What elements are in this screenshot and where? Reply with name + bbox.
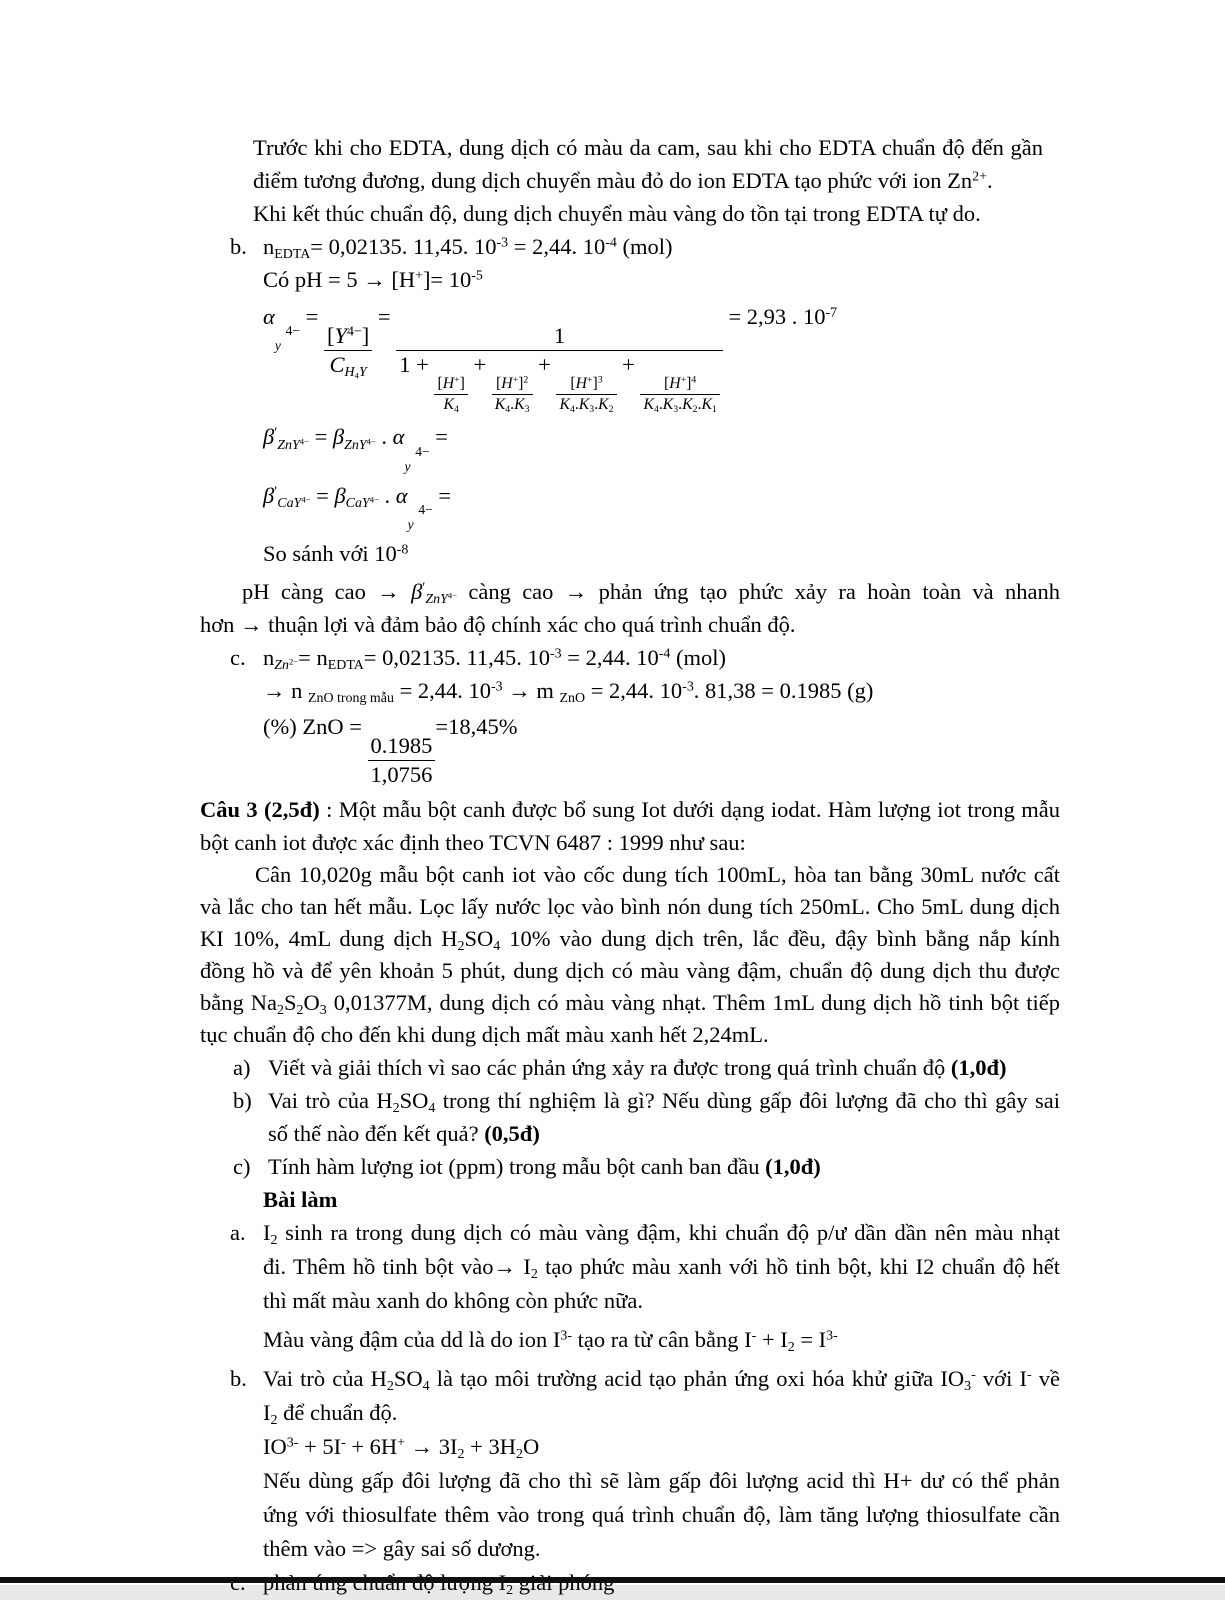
item-body xyxy=(263,1362,1060,1566)
text-line: và lắc cho tan hết mẫu. Lọc lấy nước lọc vào bình nón dung tích 250mL. Cho 5mL dung dịch xyxy=(200,894,1060,920)
question-item-a xyxy=(200,1051,1060,1084)
answer-line: đi. Thêm hồ tinh bột vào→ I2 tạo phức màu xanh với hồ tinh bột, khi I2 chuẩn độ hết xyxy=(263,1254,1060,1283)
list-marker: c) xyxy=(233,1154,251,1180)
question-line: Tính hàm lượng iot (ppm) trong mẫu bột canh ban đầu (1,0đ) xyxy=(268,1154,821,1180)
text-line: Khi kết thúc chuẩn độ, dung dịch chuyển màu vàng do tồn tại trong EDTA tự do. xyxy=(253,201,981,226)
item-body xyxy=(263,1216,1060,1357)
n-zn-line: nZn$^{2-}$= nEDTA= 0,02135. 11,45. $10^{-3} = 2,44$. $10^{-4}$ (mol) xyxy=(263,644,726,673)
text-line: pH càng cao → β′ZnY$^{4-}$ càng cao → phản ứng tạo phức xảy ra hoàn toàn và nhanh xyxy=(242,578,1060,607)
list-marker: c. xyxy=(230,644,246,670)
text-line: đồng hồ và để yên khoản 5 phút, dung dịch có màu vàng đậm, chuẩn độ dung dịch thu được xyxy=(200,958,1060,984)
text-line: Trước khi cho EDTA, dung dịch có màu da cam, sau khi cho EDTA chuẩn độ đến gần xyxy=(253,135,1043,160)
answer-line: Vai trò của H2SO4 là tạo môi trường acid tạo phản ứng oxi hóa khử giữa IO3- với I- về xyxy=(263,1366,1060,1395)
question-line: số thế nào đến kết quả? (0,5đ) xyxy=(268,1121,540,1147)
question-line: Vai trò của H2SO4 trong thí nghiệm là gì? Nếu dùng gấp đôi lượng đã cho thì gây sai xyxy=(268,1088,1060,1117)
percent-zno-line: (%) ZnO = $\frac{0.1985}{1,0756}$ =18,45% xyxy=(263,713,518,787)
item-body xyxy=(268,1150,1060,1183)
cau3-body-paragraph xyxy=(200,859,1060,1051)
list-marker: a) xyxy=(233,1055,251,1081)
cau3-heading xyxy=(200,793,1060,859)
text-line: Cân 10,020g mẫu bột canh iot vào cốc dung tích 100mL, hòa tan bằng 30mL nước cất xyxy=(255,862,1060,888)
solution-item-b xyxy=(200,230,1060,570)
document-content xyxy=(200,131,1060,1600)
text-line: điểm tương đương, dung dịch chuyển màu đỏ do ion EDTA tạo phức với ion $Zn^{2+}$. xyxy=(253,168,993,193)
reaction-equation: $IO^{3-} + 5I^- + 6H^+ \to 3I2 + 3H2O$ xyxy=(263,1434,540,1463)
answer-line: ứng với thiosulfate thêm vào trong quá trình chuẩn độ, làm tăng lượng thiosulfate cần xyxy=(263,1502,1060,1528)
beta-zn-formula: β′ZnY$^{4-}$ = βZnY$^{4-}$ . α 4− y = xyxy=(263,424,448,474)
item-body xyxy=(263,230,1060,570)
answer-line: 2 xyxy=(506,1583,514,1599)
compare-line: So sánh với $10^{-8}$ xyxy=(263,540,409,566)
page-bottom-divider xyxy=(0,1577,1225,1583)
text-line: bột canh iot được xác định theo TCVN 6487 : 1999 như sau: xyxy=(200,830,746,856)
mass-zno-line: → n ZnO trong mẫu = 2,44. $10^{-3} \to m$ ZnO = 2,44. $10^{-3}$. 81,38 = 0.1985 (g) xyxy=(263,677,874,706)
question-item-b xyxy=(200,1084,1060,1150)
ph-conclusion-paragraph xyxy=(200,575,1060,641)
list-marker: b. xyxy=(230,234,247,259)
item-body xyxy=(263,641,1060,793)
text-line: tục chuẩn độ cho đến khi dung dịch mất màu xanh hết 2,24mL. xyxy=(200,1022,769,1048)
answer-item-a xyxy=(200,1216,1060,1357)
answer-line: Nếu dùng gấp đôi lượng đã cho thì sẽ làm gấp đôi lượng acid thì H+ dư có thể phản xyxy=(263,1468,1060,1494)
answer-line: Màu vàng đậm của dd là do ion $I^{3-}$ tạo ra từ cân bằng $I^- + I2 = I^{3-}$ xyxy=(263,1327,838,1356)
answers-section xyxy=(200,1216,1060,1600)
text-line: hơn → thuận lợi và đảm bảo độ chính xác cho quá trình chuẩn độ. xyxy=(200,611,796,637)
cau3-title-line: Câu 3 (2,5đ) : Một mẫu bột canh được bổ sung Iot dưới dạng iodat. Hàm lượng iot trong mẫu xyxy=(200,797,1060,823)
text-line: bằng Na2S2O3 0,01377M, dung dịch có màu vàng nhạt. Thêm 1mL dung dịch hồ tinh bột tiếp xyxy=(200,990,1060,1019)
answer-line: I2 để chuẩn độ. xyxy=(263,1400,398,1429)
answer-line: I2 sinh ra trong dung dịch có màu vàng đậm, khi chuẩn độ p/ư dần dần nên màu nhạt xyxy=(263,1220,1060,1249)
question-item-c xyxy=(200,1150,1060,1183)
list-marker: a. xyxy=(230,1220,246,1246)
answer-item-b xyxy=(200,1362,1060,1566)
list-marker: b. xyxy=(230,1366,247,1392)
edta-discussion-paragraph xyxy=(253,131,1043,230)
answer-line: thêm vào => gây sai số dương. xyxy=(263,1536,541,1562)
beta-ca-formula: β′CaY$^{4-}$ = βCaY$^{4-}$ . α 4− y = xyxy=(263,482,452,532)
list-marker xyxy=(230,1566,263,1600)
solution-item-c xyxy=(200,641,1060,793)
answer-item-c xyxy=(200,1566,1060,1600)
bailam-heading: Bài làm xyxy=(263,1187,338,1213)
item-body xyxy=(268,1084,1060,1150)
alpha-formula: α 4− y = $\frac{[Y^{4-}]}{CH4Y}$ = 1 1 + $\frac{[H^+]}{K4}$ + $\frac{[H^+]^2}{K4.K3}$ + $\frac{[H^+]^3}{K4.K3.K2}$ + $\frac{[H^+]^4}{K4.K3.K2.K1}$ = 2,93 . $10^{-7}$ xyxy=(263,304,838,415)
text-line: KI 10%, 4mL dung dịch H2SO4 10% vào dung dịch trên, lắc đều, đậy bình bằng nắp kính xyxy=(200,926,1060,955)
ph-condition-line: Có pH = $5 \to [H^+]= 10^{-5}$ xyxy=(263,267,483,292)
question-line: Viết và giải thích vì sao các phản ứng xảy ra được trong quá trình chuẩn độ (1,0đ) xyxy=(268,1055,1007,1081)
item-body xyxy=(268,1051,1060,1084)
n-edta-line: nEDTA= 0,02135. 11,45. $10^{-3} = 2,44$. $10^{-4}$ (mol) xyxy=(263,234,673,263)
answer-line: thì mất màu xanh do không còn phức nữa. xyxy=(263,1288,643,1314)
list-marker: b) xyxy=(233,1088,252,1114)
item-body xyxy=(263,1566,1060,1600)
